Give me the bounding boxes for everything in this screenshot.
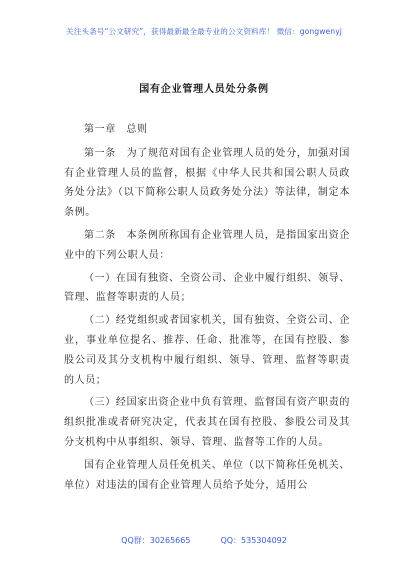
body-paragraph: 国有企业管理人员任免机关、单位（以下简称任免机关、单位）对违法的国有企业管理人员给予处分，适用公	[64, 459, 350, 491]
chapter-heading: 第一章 总则	[84, 124, 148, 135]
article-2-item-2: （二）经党组织或者国家机关，国有独资、全资公司、企业，事业单位提名、推荐、任命、批准等，在国有控股、参股公司及其分支机构中履行组织、领导、管理、监督等职责的人员；	[64, 315, 350, 386]
article-2-paragraph: 第二条 本条例所称国有企业管理人员，是指国家出资企业中的下列公职人员：	[64, 229, 350, 261]
footer-contact	[0, 535, 408, 546]
header-note: 关注头条号“公文研究”，获得最新最全最专业的公文资料库！ 微信：gongwenyj	[66, 27, 342, 36]
document-title: 国有企业管理人员处分条例	[139, 84, 269, 95]
document-body	[64, 120, 350, 498]
article-2-item-3: （三）经国家出资企业中负有管理、监督国有资产职责的组织批准或者研究决定，代表其在国有控股、参股公司及其分支机构中从事组织、领导、管理、监督等工作的人员。	[64, 397, 350, 448]
article-2-item-1: （一）在国有独资、全资公司、企业中履行组织、领导、管理、监督等职责的人员；	[64, 272, 350, 304]
footer-qq: QQ：535304092	[220, 536, 287, 545]
footer-qq-group: QQ群：30265665	[121, 536, 191, 545]
article-1-paragraph: 第一条 为了规范对国有企业管理人员的处分，加强对国有企业管理人员的监督，根据《中华人民共和国公职人员政务处分法》（以下简称公职人员政务处分法）等法律，制定本条例。	[64, 147, 350, 219]
